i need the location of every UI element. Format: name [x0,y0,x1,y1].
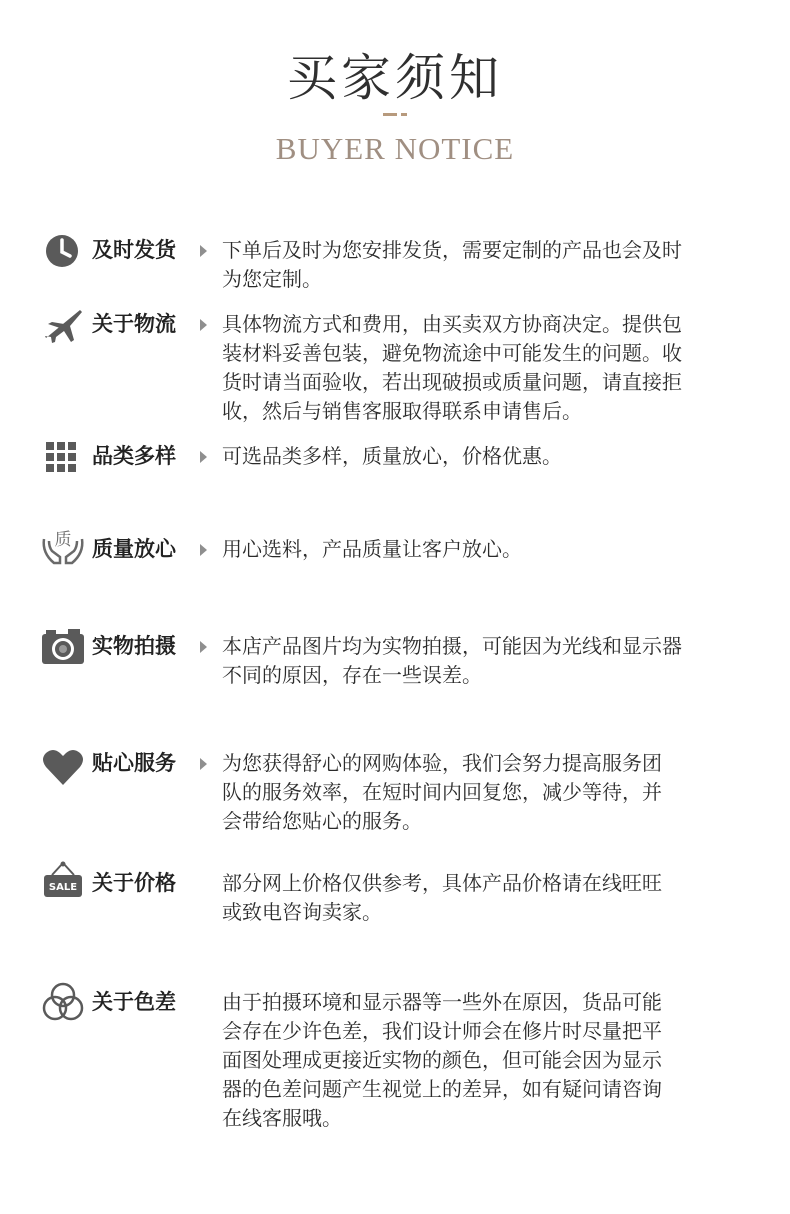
notice-label: 质量放心 [92,537,176,561]
notice-label: 关于价格 [92,871,176,895]
arrow-right-icon [200,758,207,770]
arrow-right-icon [200,451,207,463]
notice-label: 实物拍摄 [92,634,176,658]
notice-text: 由于拍摄环境和显示器等一些外在原因，货品可能 会存在少许色差，我们设计师会在修片时尽量把平 面图处理成更接近实物的颜色，但可能会因为显示 器的色差问题产生视觉上的差异，如有疑问请咨询 在线客服哦。 [222,990,662,1130]
quality-icon-text: 质 [54,530,72,550]
page-title: 买家须知 [287,49,503,107]
page-subtitle: BUYER NOTICE [275,131,515,166]
camera-icon [40,624,86,670]
notice-text: 部分网上价格仅供参考，具体产品价格请在线旺旺 或致电咨询卖家。 [222,871,662,924]
notice-label: 贴心服务 [92,751,176,775]
notice-text: 用心选料，产品质量让客户放心。 [222,537,522,561]
clock-icon [40,228,86,274]
title-divider [383,113,409,117]
sale-icon-text: SALE [48,882,78,893]
arrow-right-icon [200,245,207,257]
arrow-right-icon [200,544,207,556]
grid-icon [40,436,86,482]
arrow-right-icon [200,319,207,331]
notice-text: 为您获得舒心的网购体验，我们会努力提高服务团 队的服务效率，在短时间内回复您，减少等待，并 会带给您贴心的服务。 [222,751,662,833]
notice-label: 及时发货 [92,238,176,262]
notice-text: 本店产品图片均为实物拍摄，可能因为光线和显示器 不同的原因，存在一些误差。 [222,634,682,687]
quality-hands-icon [40,523,86,569]
notice-label: 关于色差 [92,990,176,1014]
notice-text: 可选品类多样，质量放心，价格优惠。 [222,444,562,468]
notice-label: 关于物流 [92,312,176,336]
airplane-icon [40,302,86,348]
notice-text: 下单后及时为您安排发货，需要定制的产品也会及时 为您定制。 [222,238,682,291]
notice-text: 具体物流方式和费用，由买卖双方协商决定。提供包 装材料妥善包装，避免物流途中可能发生的问题。收 货时请当面验收，若出现破损或质量问题，请直接拒 收，然后与销售客服取得联系申请售后。 [222,312,682,423]
sale-tag-icon [40,859,86,905]
arrow-right-icon [200,641,207,653]
notice-label: 品类多样 [92,444,176,468]
heart-icon [40,743,86,789]
color-circles-icon [40,980,86,1026]
